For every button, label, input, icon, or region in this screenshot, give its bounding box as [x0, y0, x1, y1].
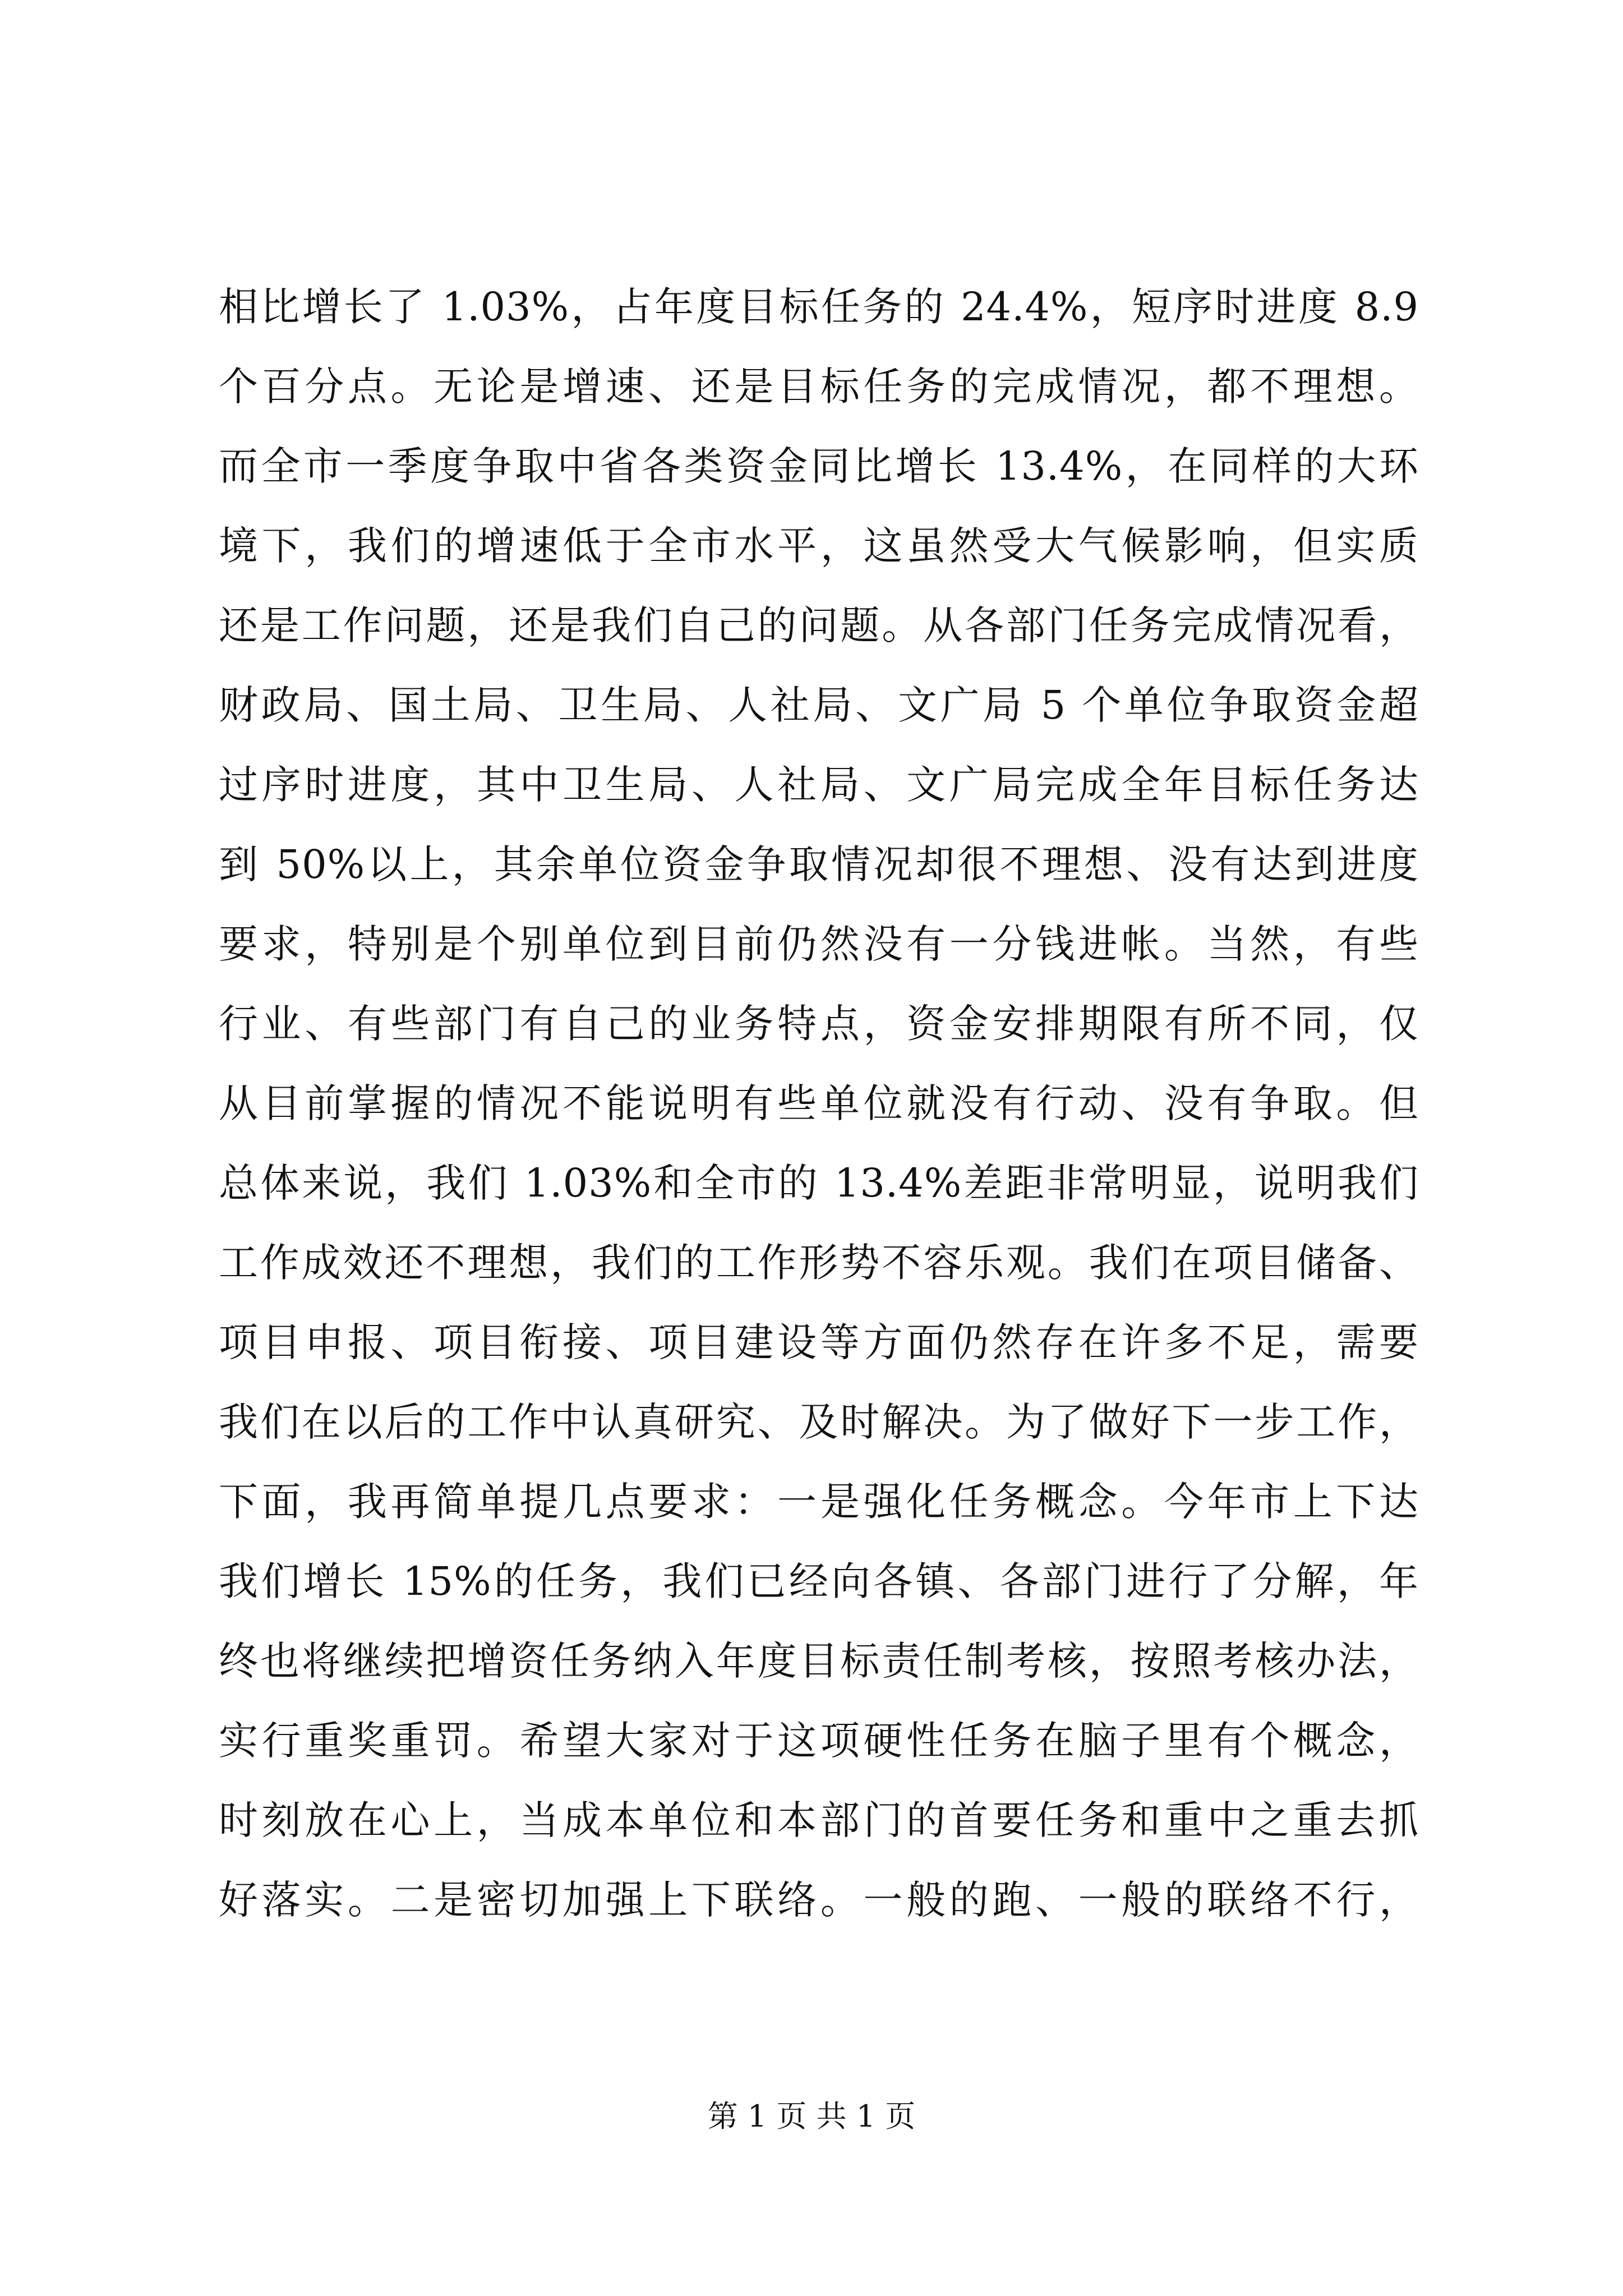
text-line-3: 而全市一季度争取中省各类资金同比增长 13.4%，在同样的大环 [219, 443, 1419, 489]
text-line-21: 好落实。二是密切加强上下联络。一般的跑、一般的联络不行， [219, 1877, 1419, 1923]
text-line-19: 实行重奖重罚。希望大家对于这项硬性任务在脑子里有个概念， [219, 1718, 1419, 1764]
text-line-5: 还是工作问题，还是我们自己的问题。从各部门任务完成情况看， [219, 602, 1419, 648]
text-line-17: 我们增长 15%的任务，我们已经向各镇、各部门进行了分解，年 [219, 1558, 1419, 1604]
page-number-label: 第 1 页 共 1 页 [707, 2099, 916, 2134]
text-line-1: 相比增长了 1.03%，占年度目标任务的 24.4%，短序时进度 8.9 [219, 284, 1419, 330]
text-line-8: 到 50%以上，其余单位资金争取情况却很不理想、没有达到进度 [219, 841, 1419, 887]
text-line-20: 时刻放在心上，当成本单位和本部门的首要任务和重中之重去抓 [219, 1797, 1419, 1843]
text-line-18: 终也将继续把增资任务纳入年度目标责任制考核，按照考核办法， [219, 1638, 1419, 1684]
text-line-7: 过序时进度，其中卫生局、人社局、文广局完成全年目标任务达 [219, 762, 1419, 808]
body-text [219, 267, 1419, 1940]
text-line-14: 项目申报、项目衔接、项目建设等方面仍然存在许多不足，需要 [219, 1319, 1419, 1365]
text-line-6: 财政局、国土局、卫生局、人社局、文广局 5 个单位争取资金超 [219, 682, 1419, 728]
text-line-12: 总体来说，我们 1.03%和全市的 13.4%差距非常明显，说明我们 [219, 1160, 1419, 1206]
text-line-10: 行业、有些部门有自己的业务特点，资金安排期限有所不同，仅 [219, 1001, 1419, 1047]
text-line-4: 境下，我们的增速低于全市水平，这虽然受大气候影响，但实质 [219, 523, 1419, 569]
text-line-2: 个百分点。无论是增速、还是目标任务的完成情况，都不理想。 [219, 364, 1419, 409]
text-line-9: 要求，特别是个别单位到目前仍然没有一分钱进帐。当然，有些 [219, 921, 1419, 967]
text-line-15: 我们在以后的工作中认真研究、及时解决。为了做好下一步工作， [219, 1399, 1419, 1445]
page-footer [0, 2097, 1623, 2136]
text-line-11: 从目前掌握的情况不能说明有些单位就没有行动、没有争取。但 [219, 1080, 1419, 1126]
text-line-13: 工作成效还不理想，我们的工作形势不容乐观。我们在项目储备、 [219, 1240, 1419, 1286]
text-line-16: 下面，我再简单提几点要求：一是强化任务概念。今年市上下达 [219, 1479, 1419, 1525]
